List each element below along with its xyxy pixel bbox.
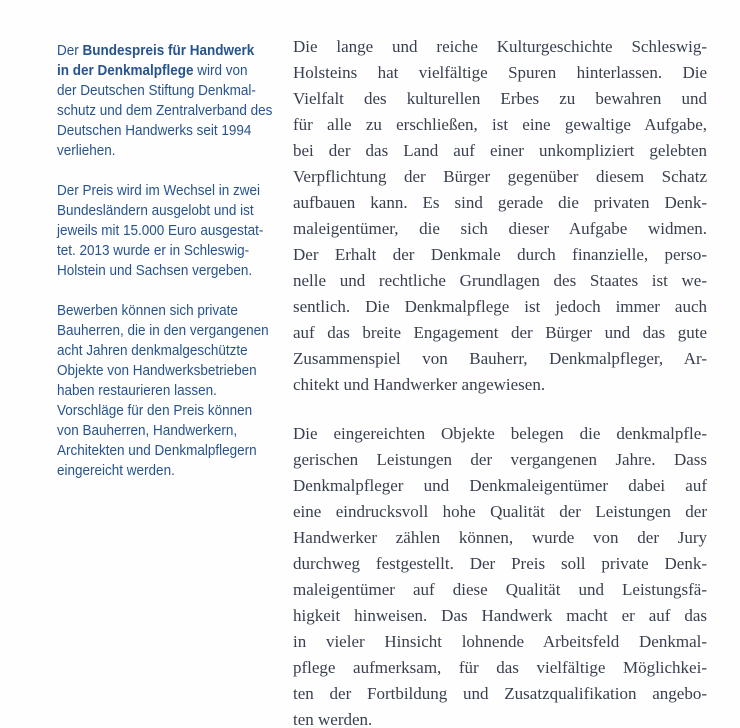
- text-line: eine eindrucksvoll hohe Qualität der Leistungen der: [293, 502, 707, 521]
- text-line: Die lange und reiche Kulturgeschichte Schleswig-: [293, 37, 707, 56]
- text-line: Die eingereichten Objekte belegen die denkmalpfle-: [293, 424, 707, 443]
- paragraph: [293, 34, 707, 398]
- text-line: Objekte von Handwerksbetrieben: [57, 362, 257, 379]
- text-line: haben restaurieren lassen.: [57, 382, 217, 399]
- text-line: aufbauen kann. Es sind gerade die privaten Denk-: [293, 193, 707, 212]
- paragraph: [57, 41, 291, 161]
- text-line: ten der Fortbildung und Zusatzqualifikation angebo-: [293, 684, 707, 703]
- main-text-column: [293, 34, 707, 728]
- text-line: acht Jahren denkmalgeschützte: [57, 342, 248, 359]
- text-line: jeweils mit 15.000 Euro ausgestat-: [57, 222, 264, 239]
- text-line: gerischen Leistungen der vergangenen Jahre. Dass: [293, 450, 707, 469]
- text-line: Der Preis wird im Wechsel in zwei: [57, 182, 261, 199]
- text-line: sentlich. Die Denkmalpflege ist jedoch immer auch: [293, 297, 707, 316]
- text-line: eingereicht werden.: [57, 462, 175, 479]
- paragraph: [57, 181, 291, 281]
- info-sidebar: [57, 41, 291, 501]
- text-line: Der Bundespreis für Handwerk: [57, 42, 255, 59]
- text-line: pflege aufmerksam, für das vielfältige Möglichkei-: [293, 658, 707, 677]
- text-line: Verpflichtung der Bürger gegenüber diesem Schatz: [293, 167, 707, 186]
- text-line: Holstein und Sachsen vergeben.: [57, 262, 253, 279]
- text-line: maleigentümer, die sich dieser Aufgabe widmen.: [293, 219, 707, 238]
- text-line: Denkmalpfleger und Denkmaleigentümer dabei auf: [293, 476, 707, 495]
- text-line: Handwerker zählen können, wurde von der Jury: [293, 528, 707, 547]
- text-line: Zusammenspiel von Bauherr, Denkmalpfleger, Ar-: [293, 349, 707, 368]
- text-line: Deutschen Handwerks seit 1994: [57, 122, 252, 139]
- text-line: durchweg festgestellt. Der Preis soll private Denk-: [293, 554, 707, 573]
- text-line: auf das breite Engagement der Bürger und das gute: [293, 323, 707, 342]
- text-line: für alle zu erschließen, ist eine gewaltige Aufgabe,: [293, 115, 707, 134]
- text-line: in der Denkmalpflege wird von: [57, 62, 248, 79]
- paragraph: [57, 301, 291, 481]
- text-line: der Deutschen Stiftung Denkmal-: [57, 82, 256, 99]
- text-line: Vorschläge für den Preis können: [57, 402, 253, 419]
- text-line: Der Erhalt der Denkmale durch finanzielle, perso-: [293, 245, 707, 264]
- text-line: verliehen.: [57, 142, 116, 159]
- text-line: schutz und dem Zentralverband des: [57, 102, 273, 119]
- text-line: nelle und rechtliche Grundlagen des Staates ist we-: [293, 271, 707, 290]
- text-line: Bundesländern ausgelobt und ist: [57, 202, 254, 219]
- text-line: Vielfalt des kulturellen Erbes zu bewahren und: [293, 89, 707, 108]
- text-line: higkeit hinweisen. Das Handwerk macht er auf das: [293, 606, 707, 625]
- text-line: Holsteins hat vielfältige Spuren hinterlassen. Die: [293, 63, 707, 82]
- text-line: von Bauherren, Handwerkern,: [57, 422, 238, 439]
- text-line: tet. 2013 wurde er in Schleswig-: [57, 242, 250, 259]
- text-line: Bewerben können sich private: [57, 302, 238, 319]
- text-line: Architekten und Denkmalpflegern: [57, 442, 257, 459]
- text-line: maleigentümer auf diese Qualität und Leistungsfä-: [293, 580, 707, 599]
- text-line: bei der das Land auf einer unkompliziert gelebten: [293, 141, 707, 160]
- paragraph: [293, 421, 707, 728]
- text-line: chitekt und Handwerker angewiesen.: [293, 375, 546, 394]
- text-line: ten werden.: [293, 710, 373, 728]
- text-line: in vieler Hinsicht lohnende Arbeitsfeld Denkmal-: [293, 632, 707, 651]
- text-line: Bauherren, die in den vergangenen: [57, 322, 269, 339]
